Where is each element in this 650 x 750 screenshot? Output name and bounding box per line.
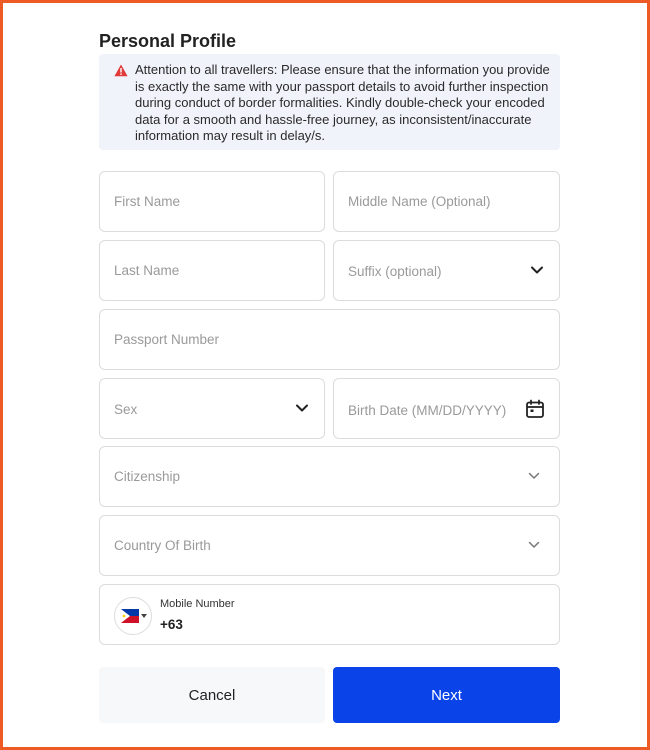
attention-notice <box>99 54 560 150</box>
last-name-field[interactable] <box>99 240 325 301</box>
citizenship-placeholder: Citizenship <box>114 469 181 484</box>
caret-down-icon <box>141 614 147 619</box>
chevron-down-icon <box>295 403 309 413</box>
philippines-flag-icon <box>121 609 139 623</box>
middle-name-placeholder: Middle Name (Optional) <box>348 194 491 209</box>
passport-number-placeholder: Passport Number <box>114 332 220 347</box>
calendar-icon[interactable] <box>525 399 545 419</box>
mobile-number-label: Mobile Number <box>160 598 235 610</box>
page-title: Personal Profile <box>99 31 237 51</box>
mobile-number-field[interactable] <box>99 584 560 645</box>
first-name-placeholder: First Name <box>114 194 181 209</box>
country-of-birth-placeholder: Country Of Birth <box>114 538 211 553</box>
next-button[interactable]: Next <box>333 667 560 723</box>
chevron-down-icon <box>528 541 540 549</box>
sex-select[interactable] <box>99 378 325 439</box>
last-name-placeholder: Last Name <box>114 263 180 278</box>
birth-date-field[interactable] <box>333 378 560 439</box>
sex-placeholder: Sex <box>114 402 138 417</box>
country-code-selector[interactable] <box>114 597 152 635</box>
suffix-placeholder: Suffix (optional) <box>348 264 442 279</box>
mobile-country-code: +63 <box>160 617 183 632</box>
chevron-down-icon <box>528 472 540 480</box>
citizenship-select[interactable] <box>99 446 560 507</box>
passport-number-field[interactable] <box>99 309 560 370</box>
birth-date-placeholder: Birth Date (MM/DD/YYYY) <box>348 403 507 418</box>
personal-profile-form <box>99 30 560 150</box>
chevron-down-icon <box>530 265 544 275</box>
warning-icon <box>114 64 128 77</box>
middle-name-field[interactable] <box>333 171 560 232</box>
first-name-field[interactable] <box>99 171 325 232</box>
notice-text: Attention to all travellers: Please ensure that the information you provide is exactly the same with your passport details to avoid further inspection during conduct of border formalities. Kindly double-check your encoded data for a smooth and hassle-free journey, as inconsistent/inaccurate information may result in delay/s. <box>135 62 550 143</box>
country-of-birth-select[interactable] <box>99 515 560 576</box>
suffix-select[interactable] <box>333 240 560 301</box>
cancel-button[interactable]: Cancel <box>99 667 325 723</box>
